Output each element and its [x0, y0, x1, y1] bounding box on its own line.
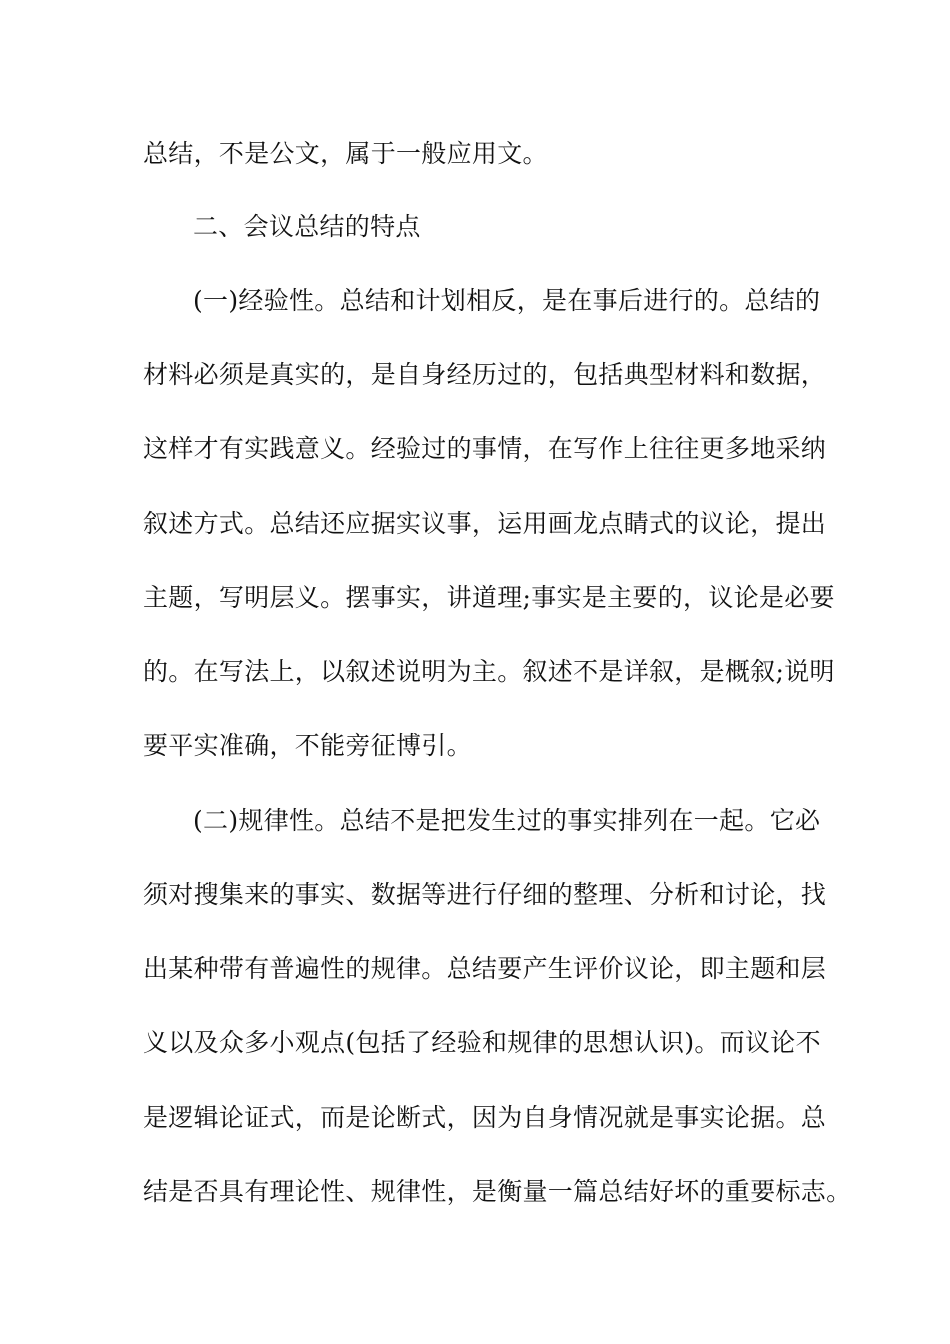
text-line: 要平实准确，不能旁征博引。	[143, 731, 472, 760]
text-line: (二)规律性。总结不是把发生过的事实排列在一起。它必	[193, 806, 821, 835]
text-line: 的。在写法上，以叙述说明为主。叙述不是详叙，是概叙;说明	[143, 657, 835, 686]
text-line: 材料必须是真实的，是自身经历过的，包括典型材料和数据，	[143, 360, 827, 389]
text-line: 是逻辑论证式，而是论断式，因为自身情况就是事实论据。总	[143, 1103, 827, 1132]
text-line: 出某种带有普遍性的规律。总结要产生评价议论，即主题和层	[143, 954, 827, 983]
text-line: (一)经验性。总结和计划相反，是在事后进行的。总结的	[193, 286, 821, 315]
text-line: 义以及众多小观点(包括了经验和规律的思想认识)。而议论不	[143, 1028, 821, 1057]
text-line: 主题，写明层义。摆事实，讲道理;事实是主要的，议论是必要	[143, 583, 835, 612]
text-line: 叙述方式。总结还应据实议事，运用画龙点睛式的议论，提出	[143, 509, 827, 538]
text-line: 结是否具有理论性、规律性，是衡量一篇总结好坏的重要标志。	[143, 1177, 852, 1206]
text-line: 总结，不是公文，属于一般应用文。	[143, 139, 548, 168]
text-line: 这样才有实践意义。经验过的事情，在写作上往往更多地采纳	[143, 434, 827, 463]
section-heading: 二、会议总结的特点	[193, 212, 421, 241]
text-line: 须对搜集来的事实、数据等进行仔细的整理、分析和讨论，找	[143, 880, 827, 909]
